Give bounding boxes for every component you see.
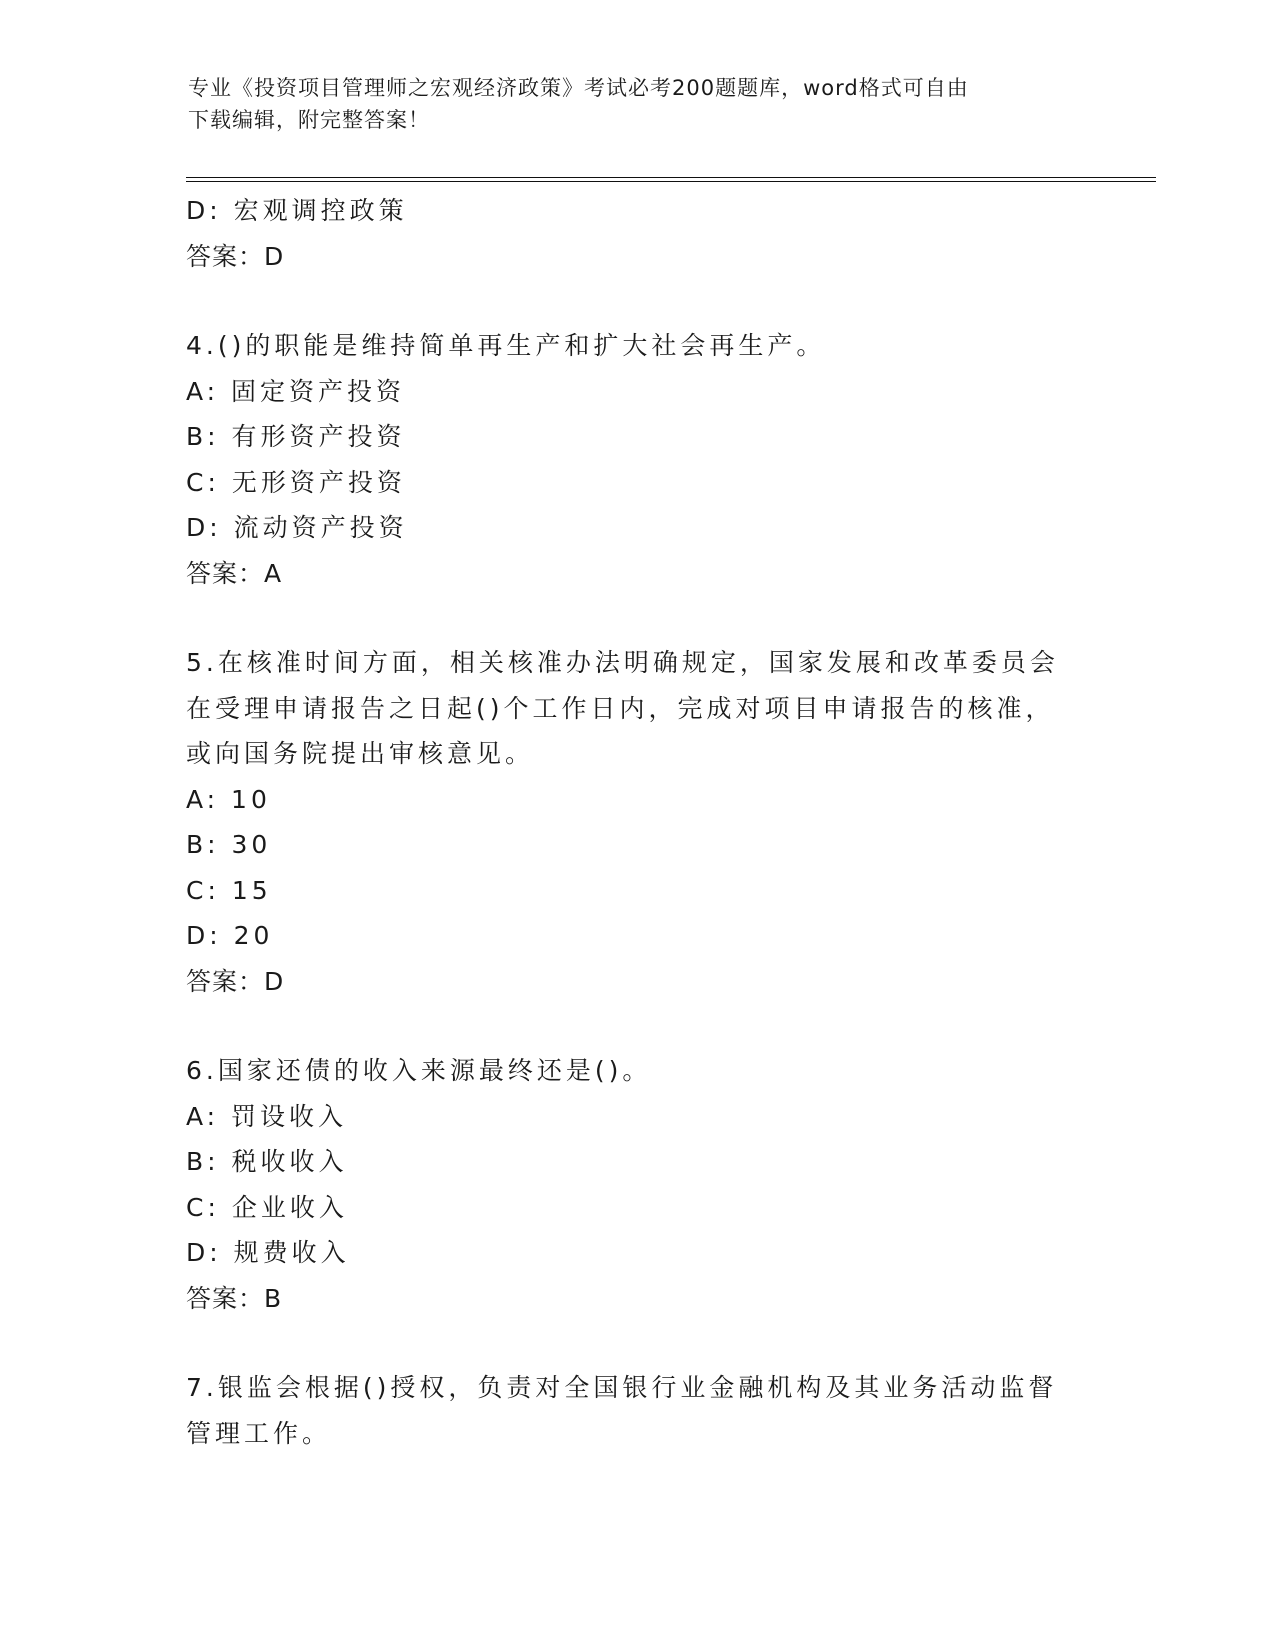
spacer — [186, 1004, 1066, 1048]
question-stem: 6.国家还债的收入来源最终还是()。 — [186, 1056, 652, 1085]
question-4 — [186, 323, 1066, 596]
option-d: D: 规费收入 — [186, 1238, 350, 1267]
option-d: D: 宏观调控政策 — [186, 196, 408, 225]
question-stem: 4.()的职能是维持简单再生产和扩大社会再生产。 — [186, 331, 826, 360]
option-b: B: 有形资产投资 — [186, 422, 406, 451]
option-b: B: 30 — [186, 830, 272, 859]
option-b: B: 税收收入 — [186, 1147, 348, 1176]
question-stem-line-2: 在受理申请报告之日起()个工作日内，完成对项目申请报告的核准， — [186, 693, 1055, 723]
question-5 — [186, 640, 1066, 1004]
option-d: D: 流动资产投资 — [186, 513, 408, 542]
question-stem-line-2: 管理工作。 — [186, 1418, 332, 1448]
option-d: D: 20 — [186, 921, 274, 950]
option-c: C: 无形资产投资 — [186, 467, 406, 497]
header-divider-bottom — [186, 181, 1156, 182]
option-a: A: 10 — [186, 784, 271, 814]
header-line-2: 下载编辑，附完整答案！ — [188, 108, 430, 132]
spacer — [186, 596, 1066, 640]
document-header — [188, 72, 1088, 136]
question-6 — [186, 1048, 1066, 1321]
question-stem-line-3: 或向国务院提出审核意见。 — [186, 739, 535, 768]
option-a: A: 罚设收入 — [186, 1101, 348, 1131]
question-list — [186, 188, 1066, 1456]
question-7 — [186, 1365, 1066, 1456]
option-a: A: 固定资产投资 — [186, 376, 406, 406]
answer: 答案：B — [186, 1283, 283, 1313]
option-c: C: 企业收入 — [186, 1192, 348, 1222]
answer: 答案：D — [186, 241, 285, 271]
spacer — [186, 279, 1066, 323]
question-stem-line-1: 7.银监会根据()授权，负责对全国银行业金融机构及其业务活动监督 — [186, 1373, 1058, 1402]
spacer — [186, 1321, 1066, 1365]
answer: 答案：D — [186, 966, 285, 996]
option-c: C: 15 — [186, 875, 272, 905]
question-stem-line-1: 5.在核准时间方面，相关核准办法明确规定，国家发展和改革委员会 — [186, 648, 1059, 677]
header-line-1: 专业《投资项目管理师之宏观经济政策》考试必考200题题库，word格式可自由 — [188, 76, 969, 100]
answer: 答案：A — [186, 558, 283, 588]
question-3-fragment — [186, 188, 1066, 279]
header-divider-top — [186, 177, 1156, 178]
